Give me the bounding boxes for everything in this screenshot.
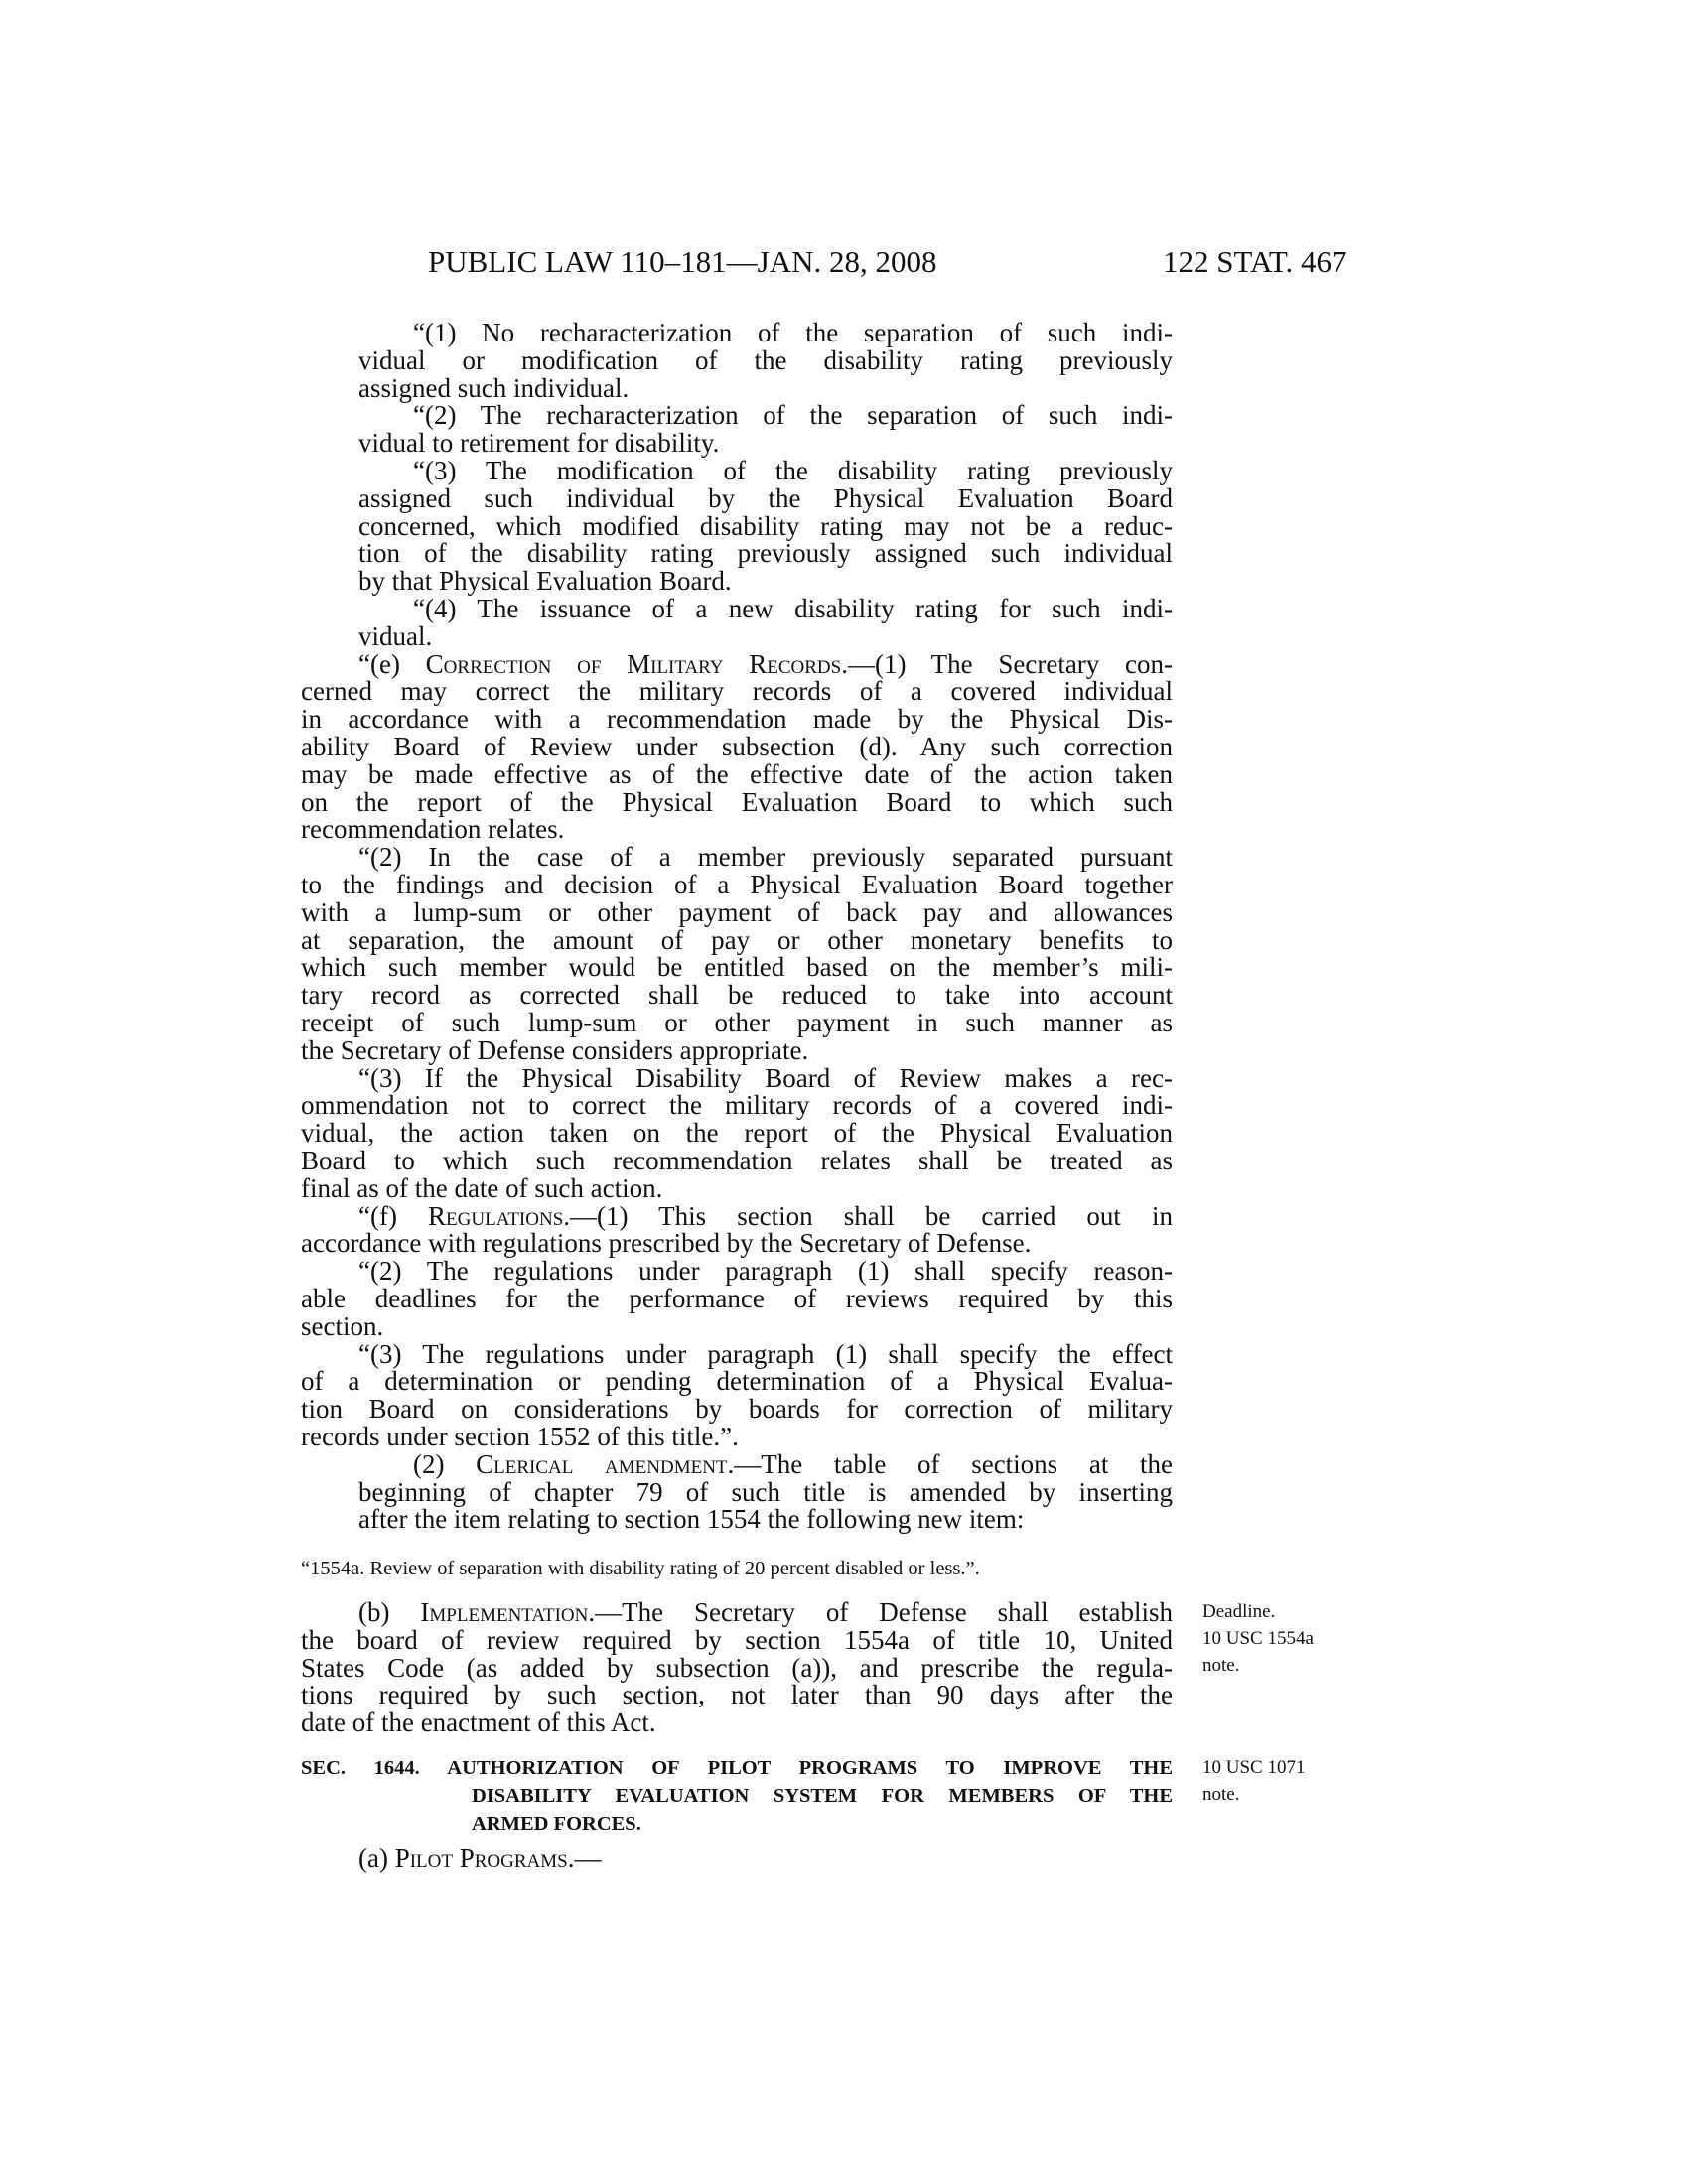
text-line: of a determination or pending determination of a Physical Evalua-: [301, 1366, 1173, 1397]
page-number: 122 STAT. 467: [1163, 244, 1347, 279]
text-line: “(2) The regulations under paragraph (1) shall specify reason-: [358, 1256, 1173, 1287]
small-caps-heading: Implementation: [420, 1597, 589, 1627]
text-line: records under section 1552 of this title.”.: [301, 1422, 739, 1451]
text-line: assigned such individual.: [358, 372, 630, 403]
margin-note-deadline: [1202, 1598, 1314, 1679]
text-line: with a lump-sum or other payment of back pay and allowances: [301, 896, 1173, 927]
text: (b): [358, 1597, 421, 1627]
text-line: in accordance with a recommendation made by the Physical Dis-: [301, 704, 1173, 735]
text-line: Board to which such recommendation relates shall be treated as: [301, 1146, 1173, 1175]
text-line: [358, 1202, 1173, 1230]
text: (2): [413, 1448, 477, 1479]
text-line: tion Board on considerations by boards for correction of military: [301, 1394, 1173, 1425]
text: “(e): [358, 648, 426, 679]
text-line: vidual.: [358, 620, 433, 651]
text-line: tions required by such section, not later than 90 days after the: [301, 1680, 1173, 1710]
text-line: vidual or modification of the disability rating previously: [358, 344, 1173, 375]
text-line: after the item relating to section 1554 the following new item:: [358, 1504, 1025, 1535]
text: .—(1) The Secretary con-: [841, 648, 1173, 679]
text-line: receipt of such lump-sum or other payment in such manner as: [301, 1008, 1173, 1037]
text: .—The table of sections at the: [727, 1448, 1173, 1479]
small-caps-heading: Clerical amendment: [476, 1448, 728, 1479]
margin-note-line: note.: [1202, 1784, 1240, 1805]
text-line: section.: [301, 1310, 384, 1341]
margin-note-line: 10 USC 1071: [1202, 1757, 1306, 1778]
text-line: on the report of the Physical Evaluation Board to which such: [301, 786, 1173, 817]
section-heading-line: SEC. 1644. AUTHORIZATION OF PILOT PROGRAMS TO IMPROVE THE: [301, 1757, 1173, 1779]
margin-note-usc: [1202, 1754, 1305, 1808]
text-line: ability Board of Review under subsection (d). Any such correction: [301, 732, 1173, 761]
text-line: able deadlines for the performance of reviews required by this: [301, 1284, 1173, 1313]
small-caps-heading: Pilot Programs: [394, 1843, 568, 1873]
text-line: “(3) The modification of the disability rating previously: [413, 456, 1173, 485]
text: .—The Secretary of Defense shall establish: [588, 1597, 1174, 1627]
text-line: ommendation not to correct the military records of a covered indi-: [301, 1090, 1173, 1121]
section-heading-line: ARMED FORCES.: [472, 1813, 641, 1835]
text-line: vidual to retirement for disability.: [358, 428, 720, 459]
text-line: beginning of chapter 79 of such title is amended by inserting: [358, 1476, 1173, 1507]
text: .—: [567, 1843, 602, 1873]
text-line: date of the enactment of this Act.: [301, 1707, 656, 1738]
table-of-sections-item: “1554a. Review of separation with disability rating of 20 percent disabled or less.”.: [301, 1558, 980, 1579]
text-line: may be made effective as of the effective date of the action taken: [301, 758, 1173, 789]
text-line: assigned such individual by the Physical Evaluation Board: [358, 482, 1173, 513]
small-caps-heading: Regulations: [428, 1200, 564, 1231]
text-line: “(3) The regulations under paragraph (1) shall specify the effect: [358, 1338, 1173, 1369]
text-line: which such member would be entitled based on the member’s mili-: [301, 952, 1173, 983]
text-line: States Code (as added by subsection (a)), and prescribe the regula-: [301, 1652, 1173, 1683]
margin-note-line: 10 USC 1554a: [1202, 1628, 1314, 1649]
text-line: concerned, which modified disability rating may not be a reduc-: [358, 510, 1173, 541]
text: .—(1) This section shall be carried out in: [563, 1200, 1173, 1231]
text: (a): [358, 1843, 395, 1873]
text-line: “(3) If the Physical Disability Board of Review makes a rec-: [358, 1062, 1173, 1093]
text-line: “(1) No recharacterization of the separation of such indi-: [413, 318, 1173, 347]
text-line: [358, 1598, 1173, 1626]
text-line: [358, 650, 1173, 678]
text-line: tion of the disability rating previously assigned such individual: [358, 538, 1173, 569]
small-caps-heading: Correction of Military Records: [425, 648, 842, 679]
text-line: “(2) The recharacterization of the separation of such indi-: [413, 400, 1173, 431]
text: “(f): [358, 1200, 429, 1231]
text-line: final as of the date of such action.: [301, 1172, 663, 1203]
text-line: the Secretary of Defense considers appropriate.: [301, 1034, 809, 1065]
running-header-title: PUBLIC LAW 110–181—JAN. 28, 2008: [428, 244, 937, 279]
text-line: vidual, the action taken on the report of the Physical Evaluation: [301, 1118, 1173, 1149]
text-line: recommendation relates.: [301, 814, 565, 845]
text-line: [413, 1450, 1173, 1478]
text-line: to the findings and decision of a Physical Evaluation Board together: [301, 870, 1173, 899]
text-line: “(2) In the case of a member previously separated pursuant: [358, 842, 1173, 873]
margin-note-line: Deadline.: [1202, 1601, 1276, 1622]
text-line: cerned may correct the military records of a covered individual: [301, 676, 1173, 707]
text-line: accordance with regulations prescribed by the Secretary of Defense.: [301, 1228, 1032, 1259]
text-line: tary record as corrected shall be reduced to take into account: [301, 980, 1173, 1011]
text-line: by that Physical Evaluation Board.: [358, 566, 732, 597]
pilot-programs-heading: [358, 1844, 601, 1872]
text-line: at separation, the amount of pay or other monetary benefits to: [301, 924, 1173, 955]
text-line: “(4) The issuance of a new disability rating for such indi-: [413, 594, 1173, 623]
section-heading-line: DISABILITY EVALUATION SYSTEM FOR MEMBERS OF THE: [472, 1785, 1173, 1807]
margin-note-line: note.: [1202, 1655, 1240, 1676]
text-line: the board of review required by section 1554a of title 10, United: [301, 1624, 1173, 1655]
